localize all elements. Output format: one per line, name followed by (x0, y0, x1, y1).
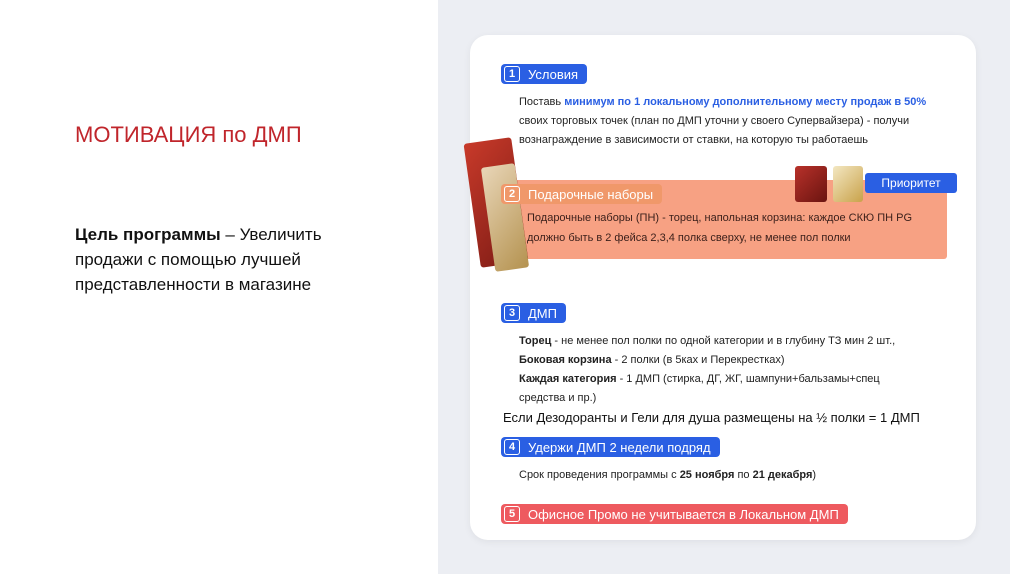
s4-end: ) (812, 469, 817, 481)
section-1-pill (501, 64, 587, 84)
section-2-number: 2 (504, 186, 520, 202)
s1-line2: своих торговых точек (план по ДМП уточни у своего Супервайзера) - получи (519, 115, 910, 127)
section-2-pill (501, 184, 662, 204)
section-4-label: Удержи ДМП 2 недели подряд (528, 439, 711, 455)
priority-badge: Приоритет (865, 173, 957, 193)
section-4-text (519, 466, 816, 485)
section-3-number: 3 (504, 305, 520, 321)
s1-line1-pre: Поставь (519, 96, 565, 108)
section-3-label: ДМП (528, 305, 557, 321)
section-4-pill (501, 437, 720, 457)
s4-mid: по (734, 469, 753, 481)
section-3-pill (501, 303, 566, 323)
deodorant-note: Если Дезодоранты и Гели для душа размещены на ½ полки = 1 ДМП (503, 410, 920, 425)
page-title: МОТИВАЦИЯ по ДМП (75, 122, 302, 147)
section-5-label: Офисное Промо не учитывается в Локальном ДМП (528, 506, 839, 522)
s4-pre: Срок проведения программы с (519, 469, 680, 481)
section-3-text (519, 332, 895, 408)
product-image-right-1 (795, 166, 827, 202)
section-1-number: 1 (504, 66, 520, 82)
s3-l3-rest: - 1 ДМП (стирка, ДГ, ЖГ, шампуни+бальзамы+спец (616, 373, 880, 385)
section-1-text (519, 93, 926, 150)
product-image-right-2 (833, 166, 863, 202)
goal-text: – Увеличить продажи с помощью лучшей представленности в магазине (75, 225, 322, 294)
section-5-number: 5 (504, 506, 520, 522)
s2-line2: должно быть в 2 фейса 2,3,4 полка сверху, не менее пол полки (527, 232, 851, 244)
s3-l1-bold: Торец (519, 335, 552, 347)
s3-l2-bold: Боковая корзина (519, 354, 612, 366)
s4-date-start: 25 ноября (679, 469, 735, 481)
s3-l2-rest: - 2 полки (в 5ках и Перекрестках) (611, 354, 785, 366)
s1-line3: вознаграждение в зависимости от ставки, на которую ты работаешь (519, 134, 869, 146)
section-1-label: Условия (528, 66, 579, 82)
s3-l3-bold: Каждая категория (519, 373, 617, 385)
section-5-pill (501, 504, 848, 524)
s1-line1-highlight: минимум по 1 локальному дополнительному месту продаж в 50% (564, 96, 927, 108)
section-2-label: Подарочные наборы (528, 186, 654, 202)
goal-label: Цель программы (75, 225, 221, 244)
s2-line1: Подарочные наборы (ПН) - торец, напольная корзина: каждое СКЮ ПН PG (527, 212, 912, 224)
section-2-text (527, 208, 912, 248)
section-4-number: 4 (504, 439, 520, 455)
s4-date-end: 21 декабря (752, 469, 813, 481)
s3-l4: средства и пр.) (519, 392, 597, 404)
s3-l1-rest: - не менее пол полки по одной категории и в глубину ТЗ мин 2 шт., (551, 335, 896, 347)
program-goal (75, 222, 375, 297)
